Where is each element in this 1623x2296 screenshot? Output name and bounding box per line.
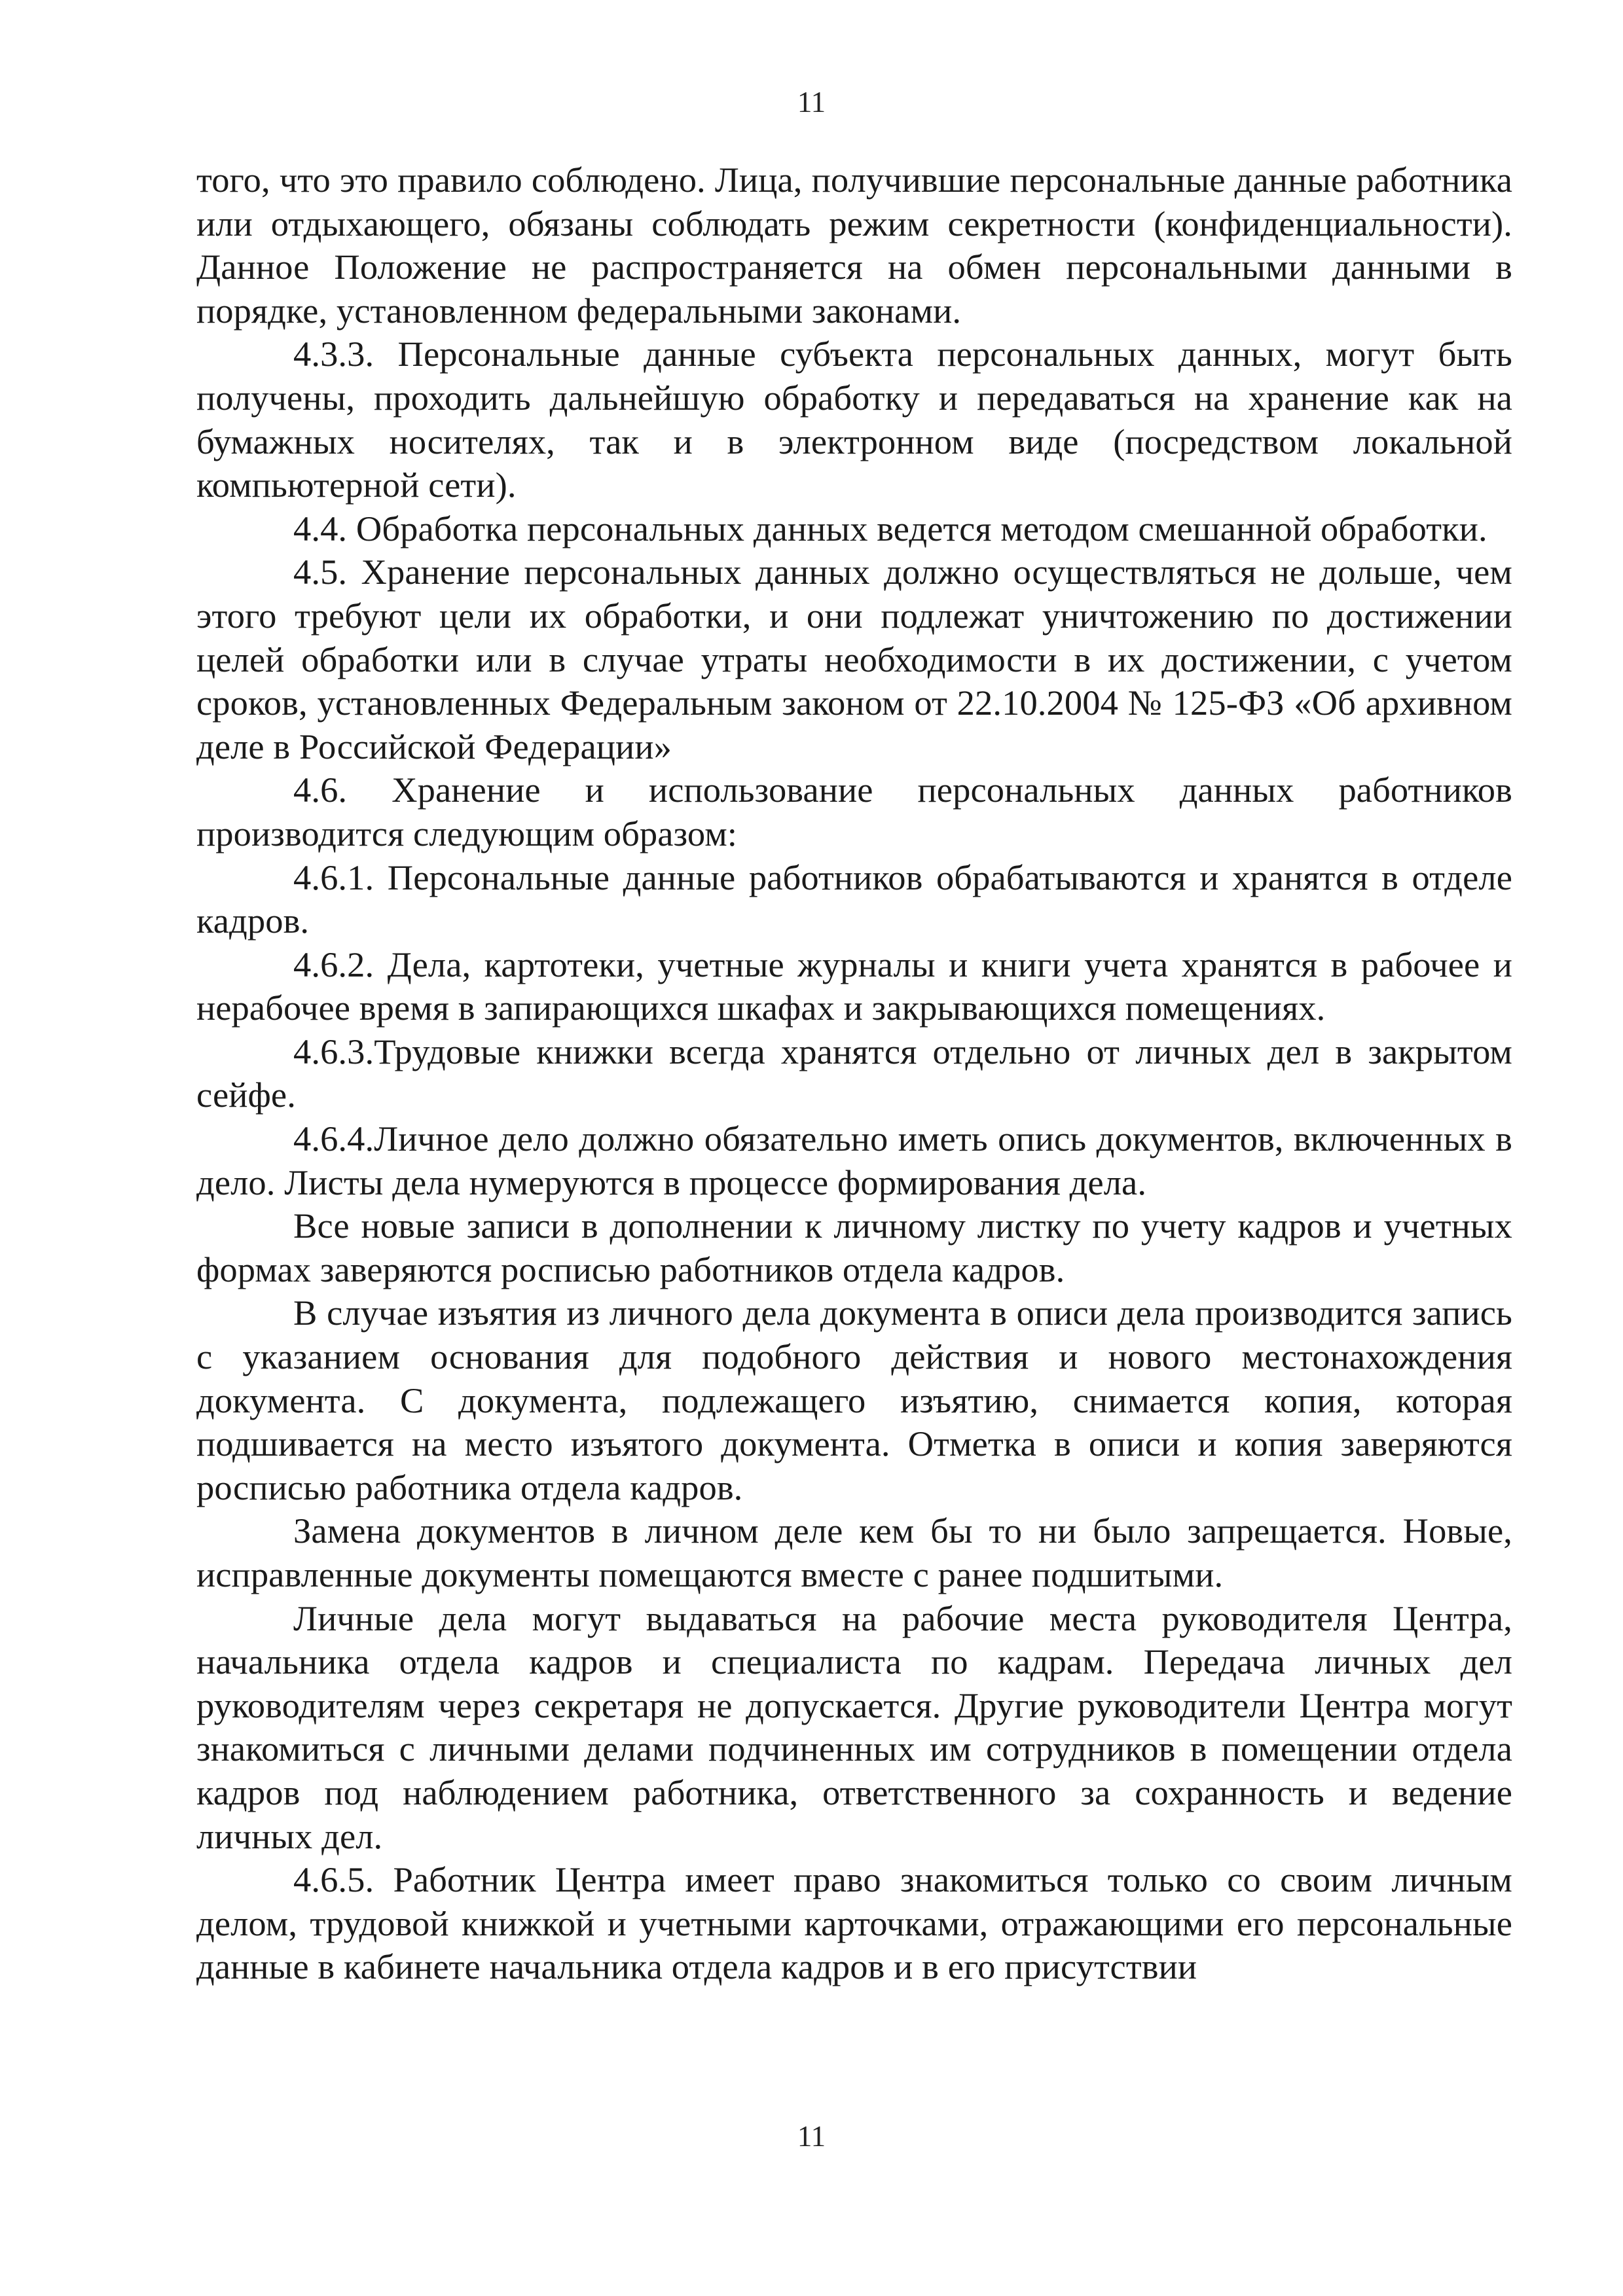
paragraph-4-6-3: 4.6.3.Трудовые книжки всегда хранятся отдельно от личных дел в закрытом сейфе. xyxy=(196,1031,1512,1115)
page-number-top: 11 xyxy=(797,86,826,118)
paragraph-new-records: Все новые записи в дополнении к личному листку по учету кадров и учетных формах заверяются росписью работников отдела кадров. xyxy=(196,1206,1512,1289)
paragraph-4-6-1: 4.6.1. Персональные данные работников обрабатываются и хранятся в отделе кадров. xyxy=(196,857,1512,941)
document-body xyxy=(196,158,1512,1989)
paragraph-4-6-5: 4.6.5. Работник Центра имеет право знакомиться только со своим личным делом, трудовой книжкой и учетными карточками, отражающими его персональные данные в кабинете начальника отдела кадров и в его присутствии xyxy=(196,1859,1512,1987)
paragraph-replacement: Замена документов в личном деле кем бы то ни было запрещается. Новые, исправленные документы помещаются вместе с ранее подшитыми. xyxy=(196,1511,1512,1594)
page-number-bottom: 11 xyxy=(797,2120,826,2153)
paragraph-4-6: 4.6. Хранение и использование персональных данных работников производится следующим образом: xyxy=(196,770,1512,853)
paragraph-continuation: того, что это правило соблюдено. Лица, получившие персональные данные работника или отдыхающего, обязаны соблюдать режим секретности (конфиденциальности). Данное Положение не распространяется на обмен персональными данными в порядке, установленном федеральными законами. xyxy=(196,160,1512,331)
paragraph-withdrawal: В случае изъятия из личного дела документа в описи дела производится запись с указанием основания для подобного действия и нового местонахождения документа. С документа, подлежащего изъятию, снимается копия, которая подшивается на место изъятого документа. Отметка в описи и копия заверяются росписью работника отдела кадров. xyxy=(196,1293,1512,1507)
paragraph-4-6-2: 4.6.2. Дела, картотеки, учетные журналы и книги учета хранятся в рабочее и нерабочее время в запирающихся шкафах и закрывающихся помещениях. xyxy=(196,944,1512,1028)
paragraph-4-6-4: 4.6.4.Личное дело должно обязательно иметь опись документов, включенных в дело. Листы дела нумеруются в процессе формирования дела. xyxy=(196,1119,1512,1202)
paragraph-4-5: 4.5. Хранение персональных данных должно осуществляться не дольше, чем этого требуют цели их обработки, и они подлежат уничтожению по достижении целей обработки или в случае утраты необходимости в их достижении, с учетом сроков, установленных Федеральным законом от 22.10.2004 № 125-ФЗ «Об архивном деле в Российской Федерации» xyxy=(196,552,1512,766)
paragraph-4-4: 4.4. Обработка персональных данных ведется методом смешанной обработки. xyxy=(293,508,1487,548)
paragraph-4-3-3: 4.3.3. Персональные данные субъекта персональных данных, могут быть получены, проходить дальнейшую обработку и передаваться на хранение как на бумажных носителях, так и в электронном виде (посредством локальной компьютерной сети). xyxy=(196,334,1512,505)
paragraph-issuance: Личные дела могут выдаваться на рабочие места руководителя Центра, начальника отдела кадров и специалиста по кадрам. Передача личных дел руководителям через секретаря не допускается. Другие руководители Центра могут знакомиться с личными делами подчиненных им сотрудников в помещении отдела кадров под наблюдением работника, ответственного за сохранность и ведение личных дел. xyxy=(196,1598,1512,1856)
